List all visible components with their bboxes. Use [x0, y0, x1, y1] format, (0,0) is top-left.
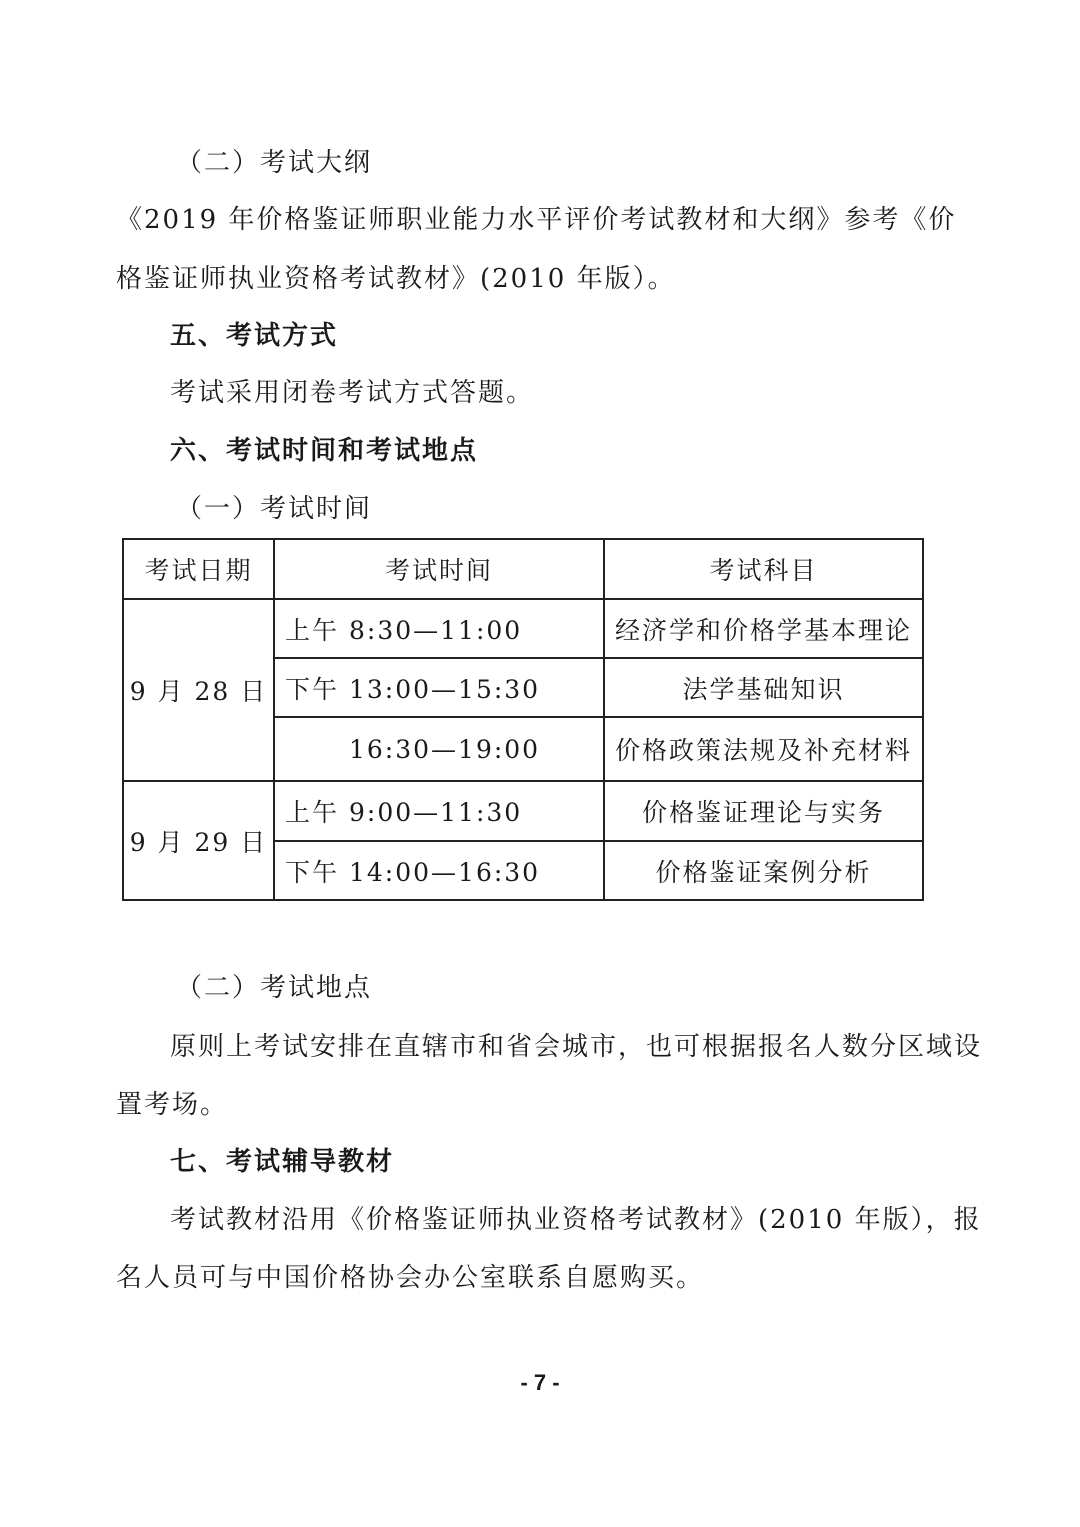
period-label: 下午	[284, 674, 339, 704]
header-subject: 考试科目	[604, 539, 923, 599]
place-paragraph-line-1: 原则上考试安排在直辖市和省会城市，也可根据报名人数分区域设	[170, 1032, 983, 1062]
period-label: 下午	[284, 857, 339, 887]
place-subheading: （二）考试地点	[176, 973, 373, 1003]
period-label: 上午	[284, 615, 339, 645]
period-label: 上午	[284, 798, 339, 827]
materials-heading: 七、考试辅导教材	[170, 1147, 395, 1177]
date-cell: 9 月 28 日	[123, 599, 274, 781]
time-value: 16:30—19:00	[349, 734, 541, 764]
exam-schedule-table	[122, 538, 924, 901]
time-subheading: （一）考试时间	[176, 494, 373, 524]
table-row	[123, 599, 923, 658]
table-row	[123, 781, 923, 841]
time-cell	[274, 717, 604, 781]
time-value: 14:00—16:30	[349, 857, 541, 887]
time-place-heading: 六、考试时间和考试地点	[170, 436, 479, 466]
header-time: 考试时间	[274, 539, 604, 599]
materials-paragraph-line-1: 考试教材沿用《价格鉴证师执业资格考试教材》(2010 年版），报	[170, 1205, 982, 1235]
outline-paragraph-line-1: 《2019 年价格鉴证师职业能力水平评价考试教材和大纲》参考《价	[116, 205, 957, 235]
subject-cell: 价格鉴证理论与实务	[604, 781, 923, 841]
method-heading: 五、考试方式	[170, 321, 339, 351]
outline-heading: （二）考试大纲	[176, 148, 373, 178]
subject-cell: 经济学和价格学基本理论	[604, 599, 923, 658]
header-date: 考试日期	[123, 539, 274, 599]
time-value: 13:00—15:30	[349, 674, 541, 704]
time-cell	[274, 841, 604, 900]
time-value: 9:00—11:30	[349, 798, 523, 827]
place-paragraph-line-2: 置考场。	[116, 1090, 229, 1120]
table-header-row	[123, 539, 923, 599]
date-cell: 9 月 29 日	[123, 781, 274, 900]
subject-cell: 价格鉴证案例分析	[604, 841, 923, 900]
time-cell	[274, 599, 604, 658]
time-value: 8:30—11:00	[349, 615, 523, 645]
page-number: - 7 -	[520, 1370, 560, 1395]
time-cell	[274, 658, 604, 717]
method-paragraph: 考试采用闭卷考试方式答题。	[170, 378, 535, 408]
time-cell	[274, 781, 604, 841]
outline-paragraph-line-2: 格鉴证师执业资格考试教材》(2010 年版）。	[116, 264, 676, 294]
subject-cell: 价格政策法规及补充材料	[604, 717, 923, 781]
materials-paragraph-line-2: 名人员可与中国价格协会办公室联系自愿购买。	[116, 1263, 705, 1293]
subject-cell: 法学基础知识	[604, 658, 923, 717]
